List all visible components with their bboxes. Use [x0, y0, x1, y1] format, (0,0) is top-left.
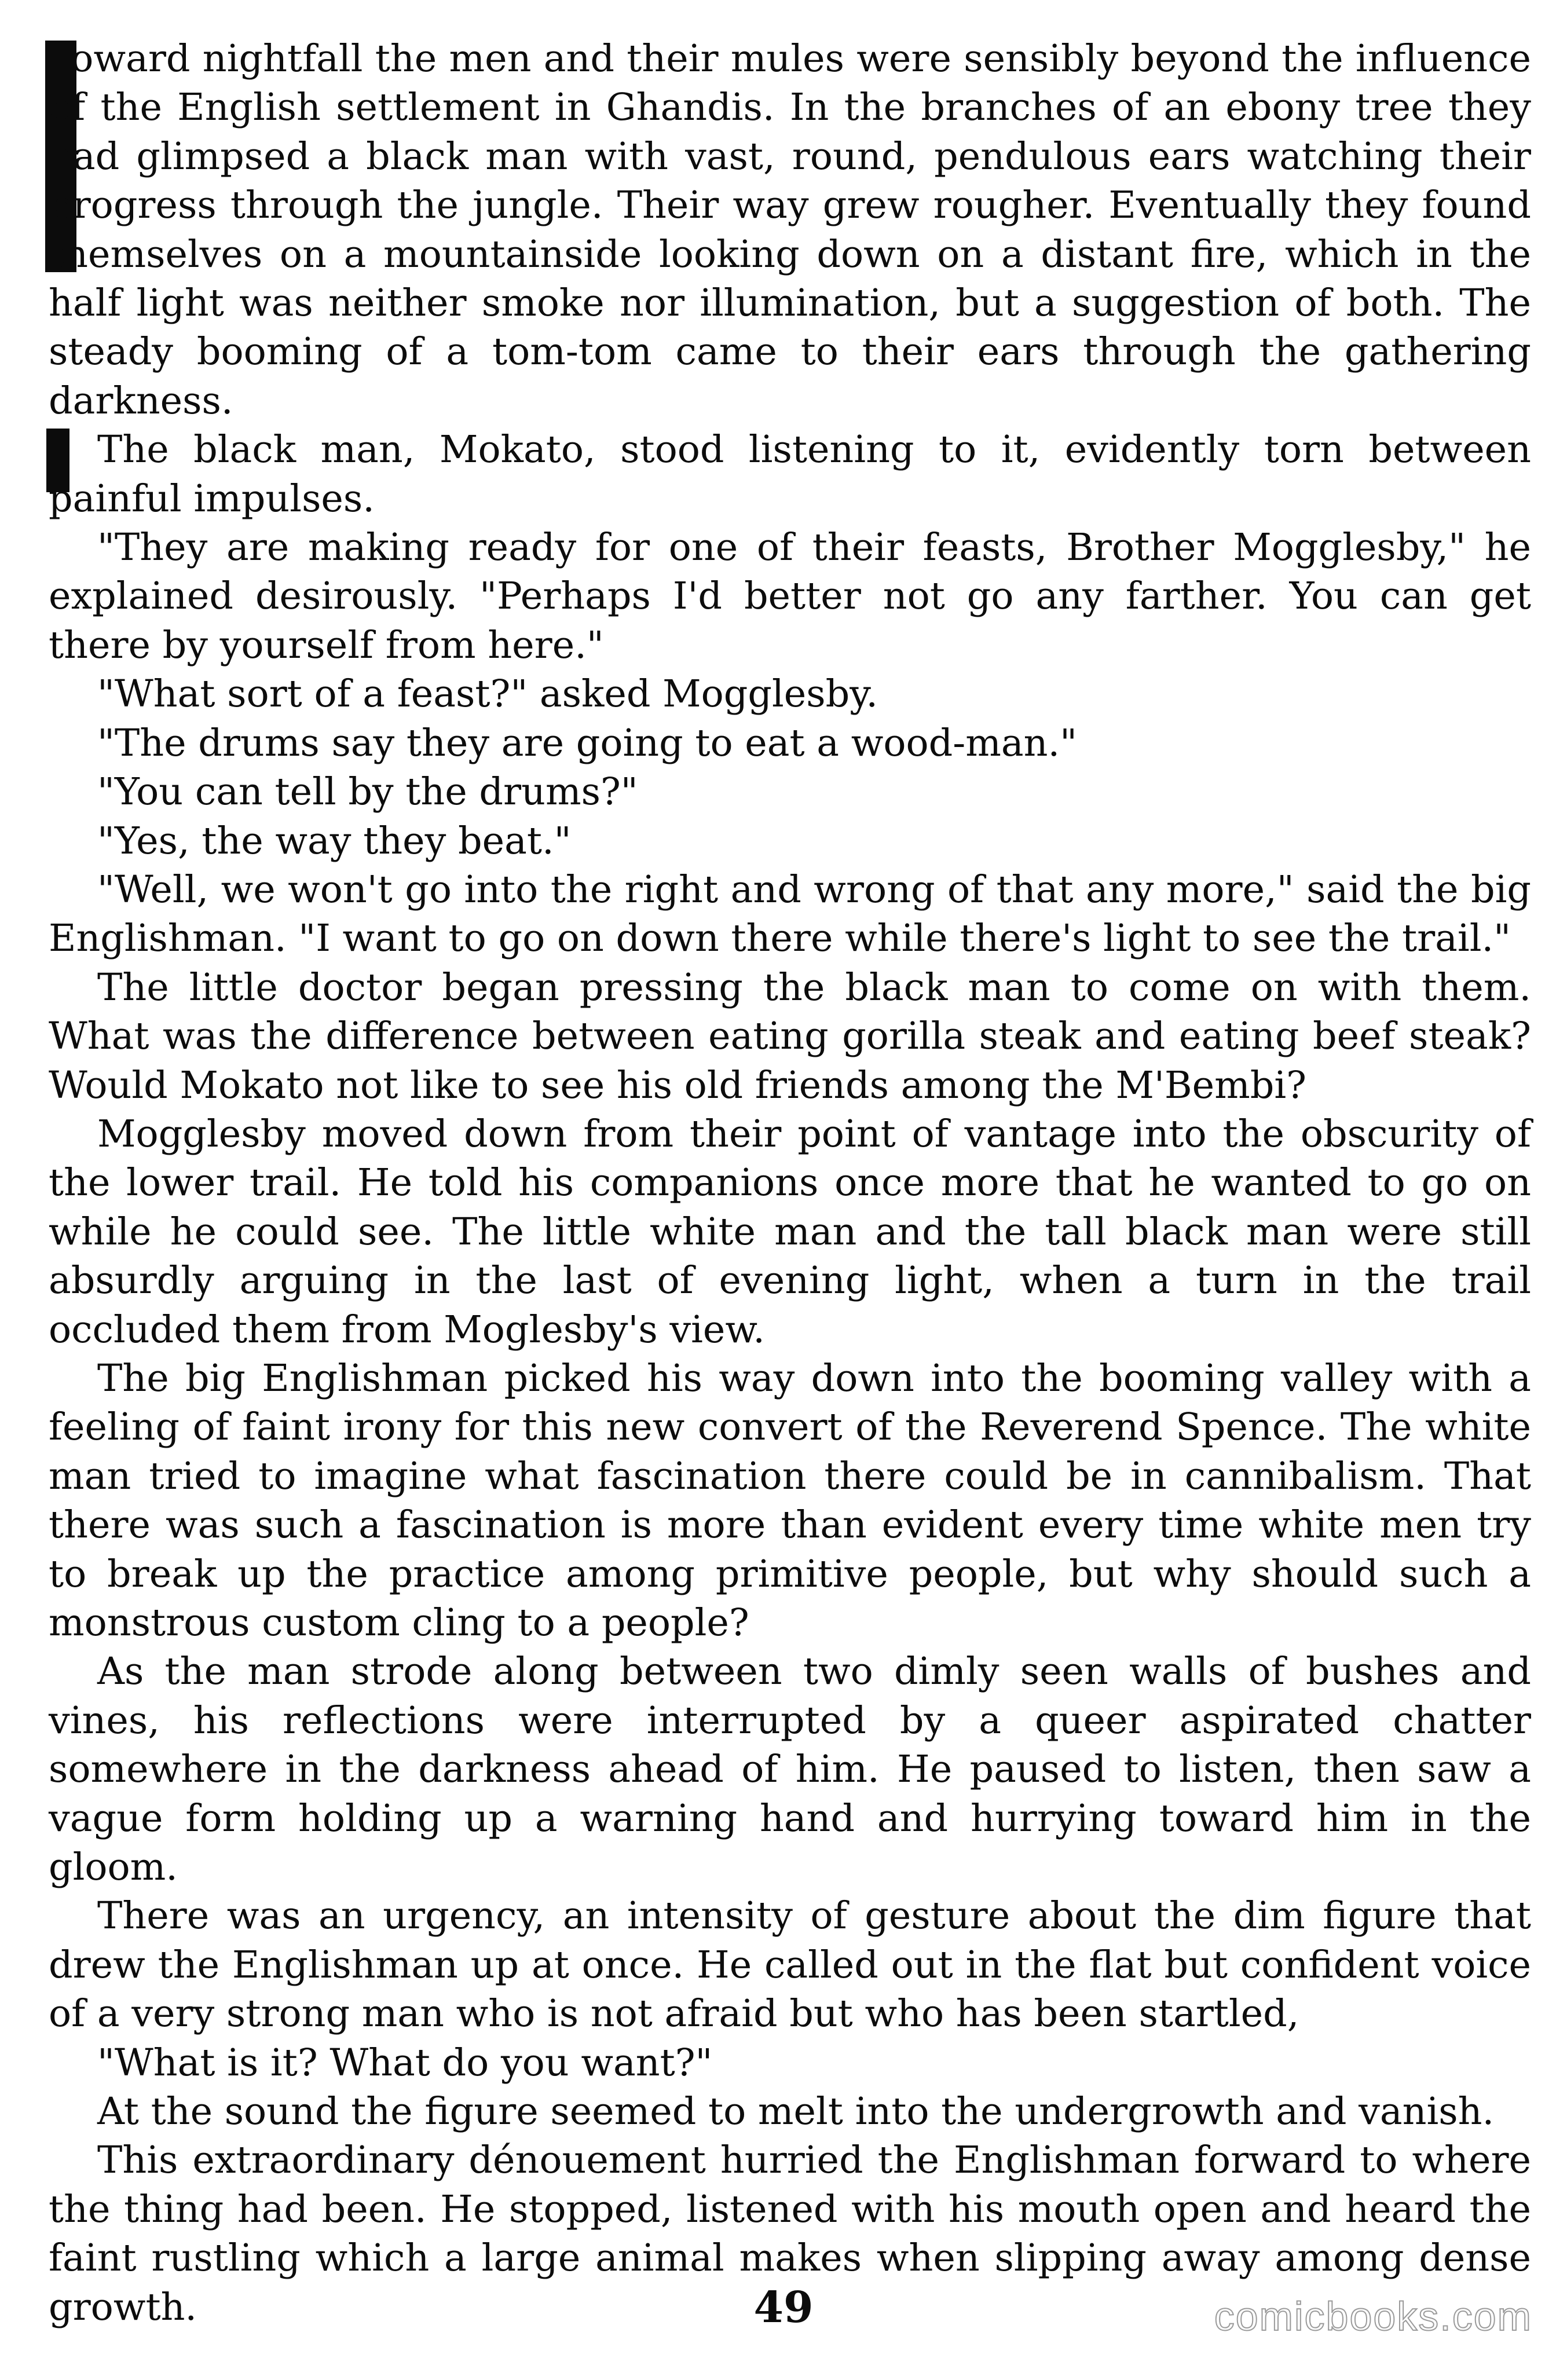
paragraph: As the man strode along between two dimly seen walls of bushes and vines, his reflections were interrupted by a queer aspirated chatter somewhere in the darkness ahead of him. He paused to listen, then saw a vague form holding up a warning hand and hurrying toward him in the gloom.	[49, 1650, 1531, 1890]
paragraph: The black man, Mokato, stood listening to it, evidently torn between painful impulses.	[49, 428, 1531, 521]
paragraph: "Yes, the way they beat."	[97, 819, 572, 863]
watermark: comicbooks.com	[1214, 2294, 1532, 2339]
paragraph: "What is it? What do you want?"	[97, 2041, 713, 2085]
paragraph: The little doctor began pressing the black man to come on with them. What was the difference between eating gorilla steak and eating beef steak? Would Mokato not like to see his old friends among the M'Bembi?	[49, 965, 1531, 1107]
paragraph: "They are making ready for one of their feasts, Brother Mogglesby," he explained desirously. "Perhaps I'd better not go any farther. You can get there by yourself from here."	[49, 526, 1531, 667]
paragraph: "Well, we won't go into the right and wrong of that any more," said the big Englishman. "I want to go on down there while there's light to see the trail."	[49, 867, 1531, 961]
paragraph: There was an urgency, an intensity of gesture about the dim figure that drew the Englishman up at once. He called out in the flat but confident voice of a very strong man who is not afraid but who has been startled,	[49, 1894, 1531, 2036]
paragraph: "The drums say they are going to eat a wood-man."	[97, 721, 1077, 765]
paragraph: Mogglesby moved down from their point of vantage into the obscurity of the lower trail. He told his companions once more that he wanted to go on while he could see. The little white man and the tall black man were still absurdly arguing in the last of evening light, when a turn in the trail occluded them from Moglesby's view.	[49, 1112, 1531, 1352]
paragraph: This extraordinary dénouement hurried the Englishman forward to where the thing had been. He stopped, listened with his mouth open and heard the faint rustling which a large animal makes when slipping away among dense growth.	[49, 2139, 1531, 2329]
paragraph: "You can tell by the drums?"	[97, 770, 638, 814]
paragraph: "What sort of a feast?" asked Mogglesby.	[97, 672, 878, 716]
body-text	[49, 35, 1531, 2332]
paragraph: Toward nightfall the men and their mules were sensibly beyond the influence of the English settlement in Ghandis. In the branches of an ebony tree they had glimpsed a black man with vast, round, pendulous ears watching their progress through the jungle. Their way grew rougher. Eventually they found themselves on a mountainside looking down on a distant fire, which in the half light was neither smoke nor illumination, but a suggestion of both. The steady booming of a tom-tom came to their ears through the gathering darkness.	[49, 37, 1531, 423]
paragraph: The big Englishman picked his way down into the booming valley with a feeling of faint irony for this new convert of the Reverend Spence. The white man tried to imagine what fascination there could be in cannibalism. That there was such a fascination is more than evident every time white men try to break up the practice among primitive people, but why should such a monstrous custom cling to a people?	[49, 1356, 1531, 1645]
paragraph: At the sound the figure seemed to melt into the undergrowth and vanish.	[97, 2090, 1495, 2134]
page-number: 49	[753, 2283, 814, 2333]
